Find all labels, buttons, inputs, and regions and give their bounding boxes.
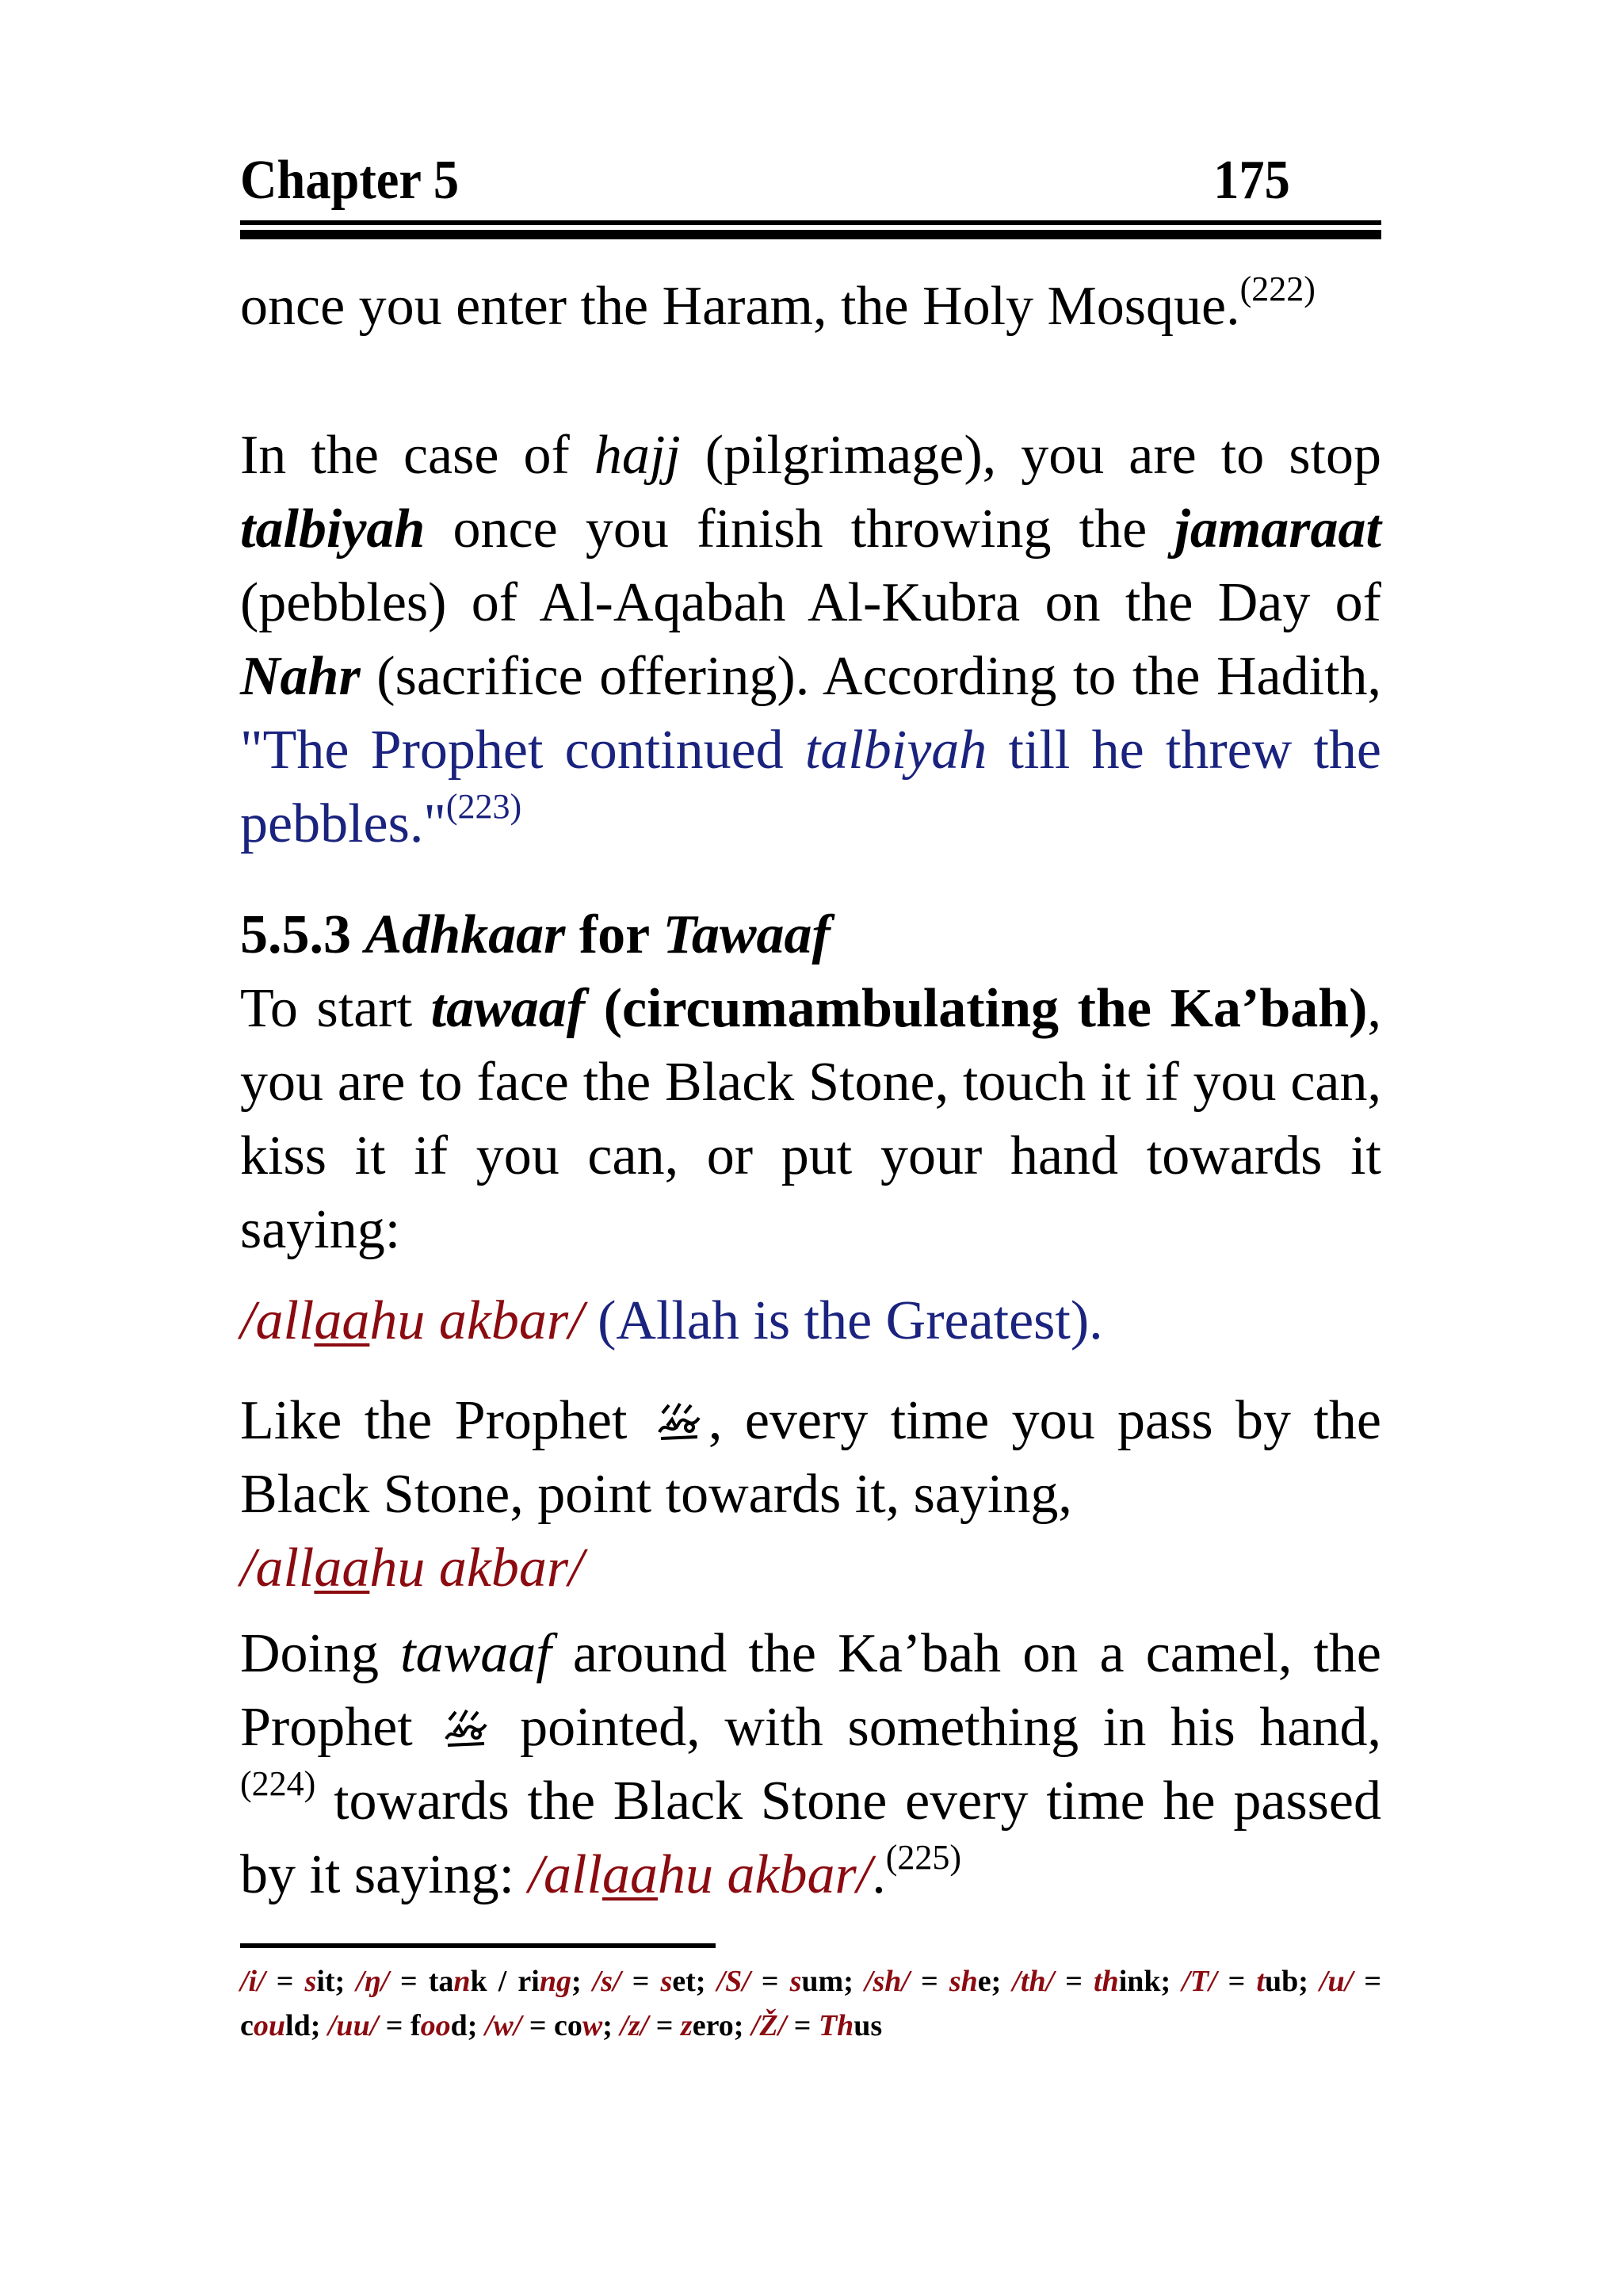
paragraph-2 (240, 418, 1381, 861)
footnote-ref-225: (225) (885, 1838, 962, 1877)
translit-part: /all (528, 1844, 602, 1905)
key-symbol: /th/ (1012, 1965, 1055, 1998)
footnote-ref-224: (224) (240, 1764, 316, 1803)
key-equals: = (648, 2009, 681, 2042)
key-symbol: /i/ (240, 1965, 265, 1998)
page-number: 175 (1213, 150, 1290, 211)
key-word-part: d; (450, 2009, 485, 2042)
translit-part: /all (240, 1538, 315, 1599)
transliteration-allaahu-akbar (240, 1290, 584, 1351)
key-entry (240, 1965, 356, 1998)
key-entry (751, 2009, 882, 2042)
chapter-label: Chapter 5 (240, 150, 460, 211)
text-run: around the Ka’bah on a camel, the Prophet (240, 1623, 1382, 1758)
text-run: . (872, 1844, 886, 1905)
key-entry (620, 2009, 751, 2042)
paragraph-1 (240, 269, 1381, 343)
text-run: To start (240, 978, 431, 1039)
running-header (240, 149, 1290, 212)
key-word-part: ink; (1118, 1965, 1182, 1998)
quote-run: "The Prophet continued (240, 720, 805, 781)
key-word-part: c (240, 2009, 254, 2042)
section-title-for: for (565, 904, 663, 965)
key-entry (485, 2009, 621, 2042)
text-run: , every time you pass by the Black Stone, point towards it, saying, (240, 1390, 1381, 1525)
key-word-highlight: t (1256, 1965, 1265, 1998)
translit-part: hu akbar/ (657, 1844, 873, 1905)
footnote-ref-222: (222) (1239, 269, 1316, 308)
section-title-tawaaf: Tawaaf (663, 904, 831, 965)
text-run: pointed, with something in his hand, (495, 1697, 1381, 1758)
salawat-calligraphy-icon (655, 1397, 704, 1443)
key-word-highlight: w (582, 2009, 603, 2042)
key-equals: = (521, 2009, 554, 2042)
key-word-part: f (410, 2009, 421, 2042)
key-word-part: co (554, 2009, 582, 2042)
quote-run: till he threw the pebbles." (240, 720, 1381, 854)
key-symbol: /u/ (1319, 1965, 1354, 1998)
key-word-highlight: s (304, 1965, 317, 1998)
paragraph-4 (240, 1384, 1381, 1605)
hadith-quote (240, 720, 1381, 854)
text-run: (sacrifice offering). According to the Hadith, (360, 646, 1381, 707)
key-word-part: e; (977, 1965, 1013, 1998)
key-entry (1012, 1965, 1182, 1998)
key-entry (540, 1965, 593, 1998)
key-word-part: ta (428, 1965, 454, 1998)
key-word-part: et; (672, 1965, 717, 1998)
text-run: Doing (240, 1623, 401, 1684)
key-word-part: ub; (1264, 1965, 1319, 1998)
key-word-part: k / ri (470, 1965, 540, 1998)
paragraph-5 (240, 1617, 1381, 1912)
dhikr-line (240, 1284, 1381, 1358)
text-run: (pilgrimage), you are to stop (680, 425, 1382, 486)
footnote-ref-223: (223) (445, 787, 522, 826)
text-run: In the case of (240, 425, 594, 486)
key-symbol: /uu/ (327, 2009, 379, 2042)
dhikr-meaning: (Allah is the Greatest). (583, 1290, 1103, 1351)
key-entry (717, 1965, 865, 1998)
paragraph-1-text: once you enter the Haram, the Holy Mosque. (240, 276, 1240, 337)
section-heading (240, 904, 1381, 967)
key-word-highlight: Th (818, 2009, 854, 2042)
quote-term-talbiyah: talbiyah (804, 720, 987, 781)
salawat-calligraphy-icon-2 (441, 1704, 491, 1750)
key-equals: = (750, 1965, 790, 1998)
section-number: 5.5.3 (240, 904, 365, 965)
key-word-highlight: ng (539, 1965, 571, 1998)
key-equals: = (786, 2009, 819, 2042)
key-word-part: it; (316, 1965, 357, 1998)
key-equals: = (1054, 1965, 1094, 1998)
key-word-part: ld; (285, 2009, 328, 2042)
key-equals: = (621, 1965, 661, 1998)
key-word-highlight: n (453, 1965, 471, 1998)
key-word-part: us (854, 2009, 883, 2042)
text-run: once you finish throwing the (425, 499, 1175, 560)
term-tawaaf: tawaaf (430, 978, 586, 1039)
translit-underlined: aa (601, 1844, 658, 1905)
key-symbol: /S/ (716, 1965, 750, 1998)
key-entry (356, 1965, 540, 1998)
bold-gloss: (circumambulating the Ka’bah) (585, 978, 1368, 1039)
key-symbol: /s/ (592, 1965, 621, 1998)
text-run: Like the Prophet (240, 1390, 650, 1451)
key-word-highlight: th (1093, 1965, 1119, 1998)
key-entry (1182, 1965, 1319, 1998)
key-word-highlight: z (680, 2009, 693, 2042)
term-talbiyah: talbiyah (240, 499, 426, 560)
key-symbol: /Ž/ (750, 2009, 787, 2042)
key-equals: = (265, 1965, 305, 1998)
key-word-highlight: s (789, 1965, 802, 1998)
key-word-highlight: s (660, 1965, 673, 1998)
header-rule-thick (240, 230, 1381, 239)
paragraph-3 (240, 972, 1381, 1266)
footnote-rule (240, 1943, 716, 1948)
key-entry (328, 2009, 485, 2042)
key-entry (593, 1965, 717, 1998)
key-symbol: /w/ (484, 2009, 522, 2042)
transliteration-allaahu-akbar-3 (529, 1844, 873, 1905)
key-entry (865, 1965, 1012, 1998)
translit-underlined: aa (314, 1538, 370, 1599)
key-symbol: /ŋ/ (356, 1965, 389, 1998)
key-word-highlight: sh (949, 1965, 978, 1998)
key-word-highlight: oo (420, 2009, 451, 2042)
translit-part: /all (240, 1290, 315, 1351)
term-hajj: hajj (594, 425, 681, 486)
translit-part: hu akbar/ (369, 1290, 584, 1351)
key-word-part: ; (571, 1965, 593, 1998)
key-equals: = (388, 1965, 429, 1998)
term-jamaraat: jamaraat (1174, 499, 1381, 560)
key-word-part: ; (602, 2009, 621, 2042)
key-symbol: /T/ (1182, 1965, 1217, 1998)
text-run: , you are to face the Black Stone, touch it if you can, kiss it if you can, or put your hand towards it saying: (240, 978, 1381, 1260)
key-word-part: ero; (692, 2009, 751, 2042)
key-symbol: /sh/ (864, 1965, 910, 1998)
key-equals: = (1353, 1965, 1381, 1998)
key-symbol: /z/ (620, 2009, 649, 2042)
key-equals: = (1216, 1965, 1257, 1998)
transliteration-allaahu-akbar-2 (240, 1538, 584, 1599)
key-equals: = (909, 1965, 949, 1998)
pronunciation-key-footnote (240, 1959, 1381, 2048)
key-word-highlight: ou (253, 2009, 286, 2042)
text-run: towards the Black Stone every time he passed by it saying: (240, 1771, 1381, 1905)
text-run: (pebbles) of Al-Aqabah Al-Kubra on the Day of (240, 572, 1381, 633)
header-rule-thin (240, 220, 1381, 225)
term-nahr: Nahr (240, 646, 361, 707)
translit-underlined: aa (314, 1290, 370, 1351)
term-tawaaf-2: tawaaf (400, 1623, 552, 1684)
section-title-adhkaar: Adhkaar (365, 904, 566, 965)
key-word-part: um; (801, 1965, 865, 1998)
key-equals: = (378, 2009, 411, 2042)
translit-part: hu akbar/ (369, 1538, 584, 1599)
